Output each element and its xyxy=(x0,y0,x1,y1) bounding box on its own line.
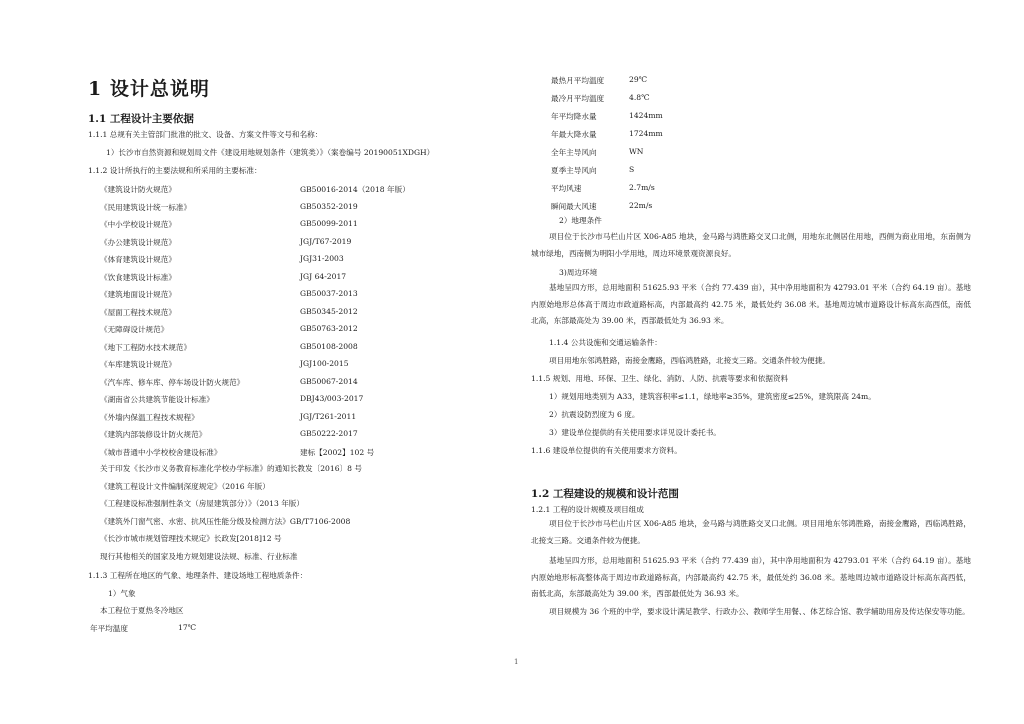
standard-name: 《建筑设计防火规范》 xyxy=(100,185,176,194)
standard-code: JGJ/T261-2011 xyxy=(300,411,357,421)
item-1-1-4: 1.1.4 公共设施和交通运输条件： xyxy=(549,338,662,347)
standard-name: 《无障碍设计规范》 xyxy=(100,325,169,334)
climate-key: 年平均降水量 xyxy=(551,112,597,121)
standard-name: 《城市普通中小学校校舍建设标准》 xyxy=(100,447,222,457)
climate-zone: 本工程位于夏热冬冷地区 xyxy=(100,606,184,615)
geo-label: 2）地理条件 xyxy=(559,216,602,225)
standard-code: JGJ/T67-2019 xyxy=(300,236,352,246)
standard-code: GB50108-2008 xyxy=(300,341,358,351)
standard-row xyxy=(100,307,503,319)
standard-code: DBJ43/003-2017 xyxy=(300,394,364,403)
standard-name: 《体育建筑设计规范》 xyxy=(100,255,176,264)
climate-value: 1724mm xyxy=(629,129,663,138)
standard-row xyxy=(100,359,503,371)
standard-name: 《屋面工程技术规范》 xyxy=(100,307,176,317)
weather-label: 1）气象 xyxy=(108,589,136,598)
standard-name: 《湖南省公共建筑节能设计标准》 xyxy=(100,395,214,404)
climate-key: 全年主导风向 xyxy=(551,148,597,157)
standard-row xyxy=(100,254,503,266)
climate-row xyxy=(541,147,741,159)
climate-row xyxy=(541,111,741,123)
standard-name: 《建筑地面设计规范》 xyxy=(100,290,176,299)
section-heading-1-2: 1.2 工程建设的规模和设计范围 xyxy=(531,488,679,500)
standard-code: GB50763-2012 xyxy=(300,324,358,333)
standard-code: GB50352-2019 xyxy=(300,201,358,211)
standard-code: GB50099-2011 xyxy=(300,219,358,228)
standard-name: 《办公建筑设计规范》 xyxy=(100,237,176,247)
climate-row xyxy=(541,183,741,195)
climate-key: 最热月平均温度 xyxy=(551,76,605,85)
item-1-1-4-text: 项目用地东邻鸿胜路，南接金鹰路，西临鸿胜路，北接支三路。交通条件较为便捷。 xyxy=(549,356,830,365)
extra-basis-line: 《工程建设标准强制性条文（房屋建筑部分）》（2013 年版） xyxy=(100,499,304,508)
chapter-title: 1 设计总说明 xyxy=(88,78,210,100)
standard-row xyxy=(100,412,503,424)
climate-value: 1424mm xyxy=(629,111,663,120)
climate-key: 年最大降水量 xyxy=(551,130,597,139)
climate-row xyxy=(541,93,741,105)
standard-row xyxy=(100,377,503,389)
climate-row xyxy=(90,623,290,635)
standard-row xyxy=(100,202,503,214)
climate-value: 4.8℃ xyxy=(629,93,650,102)
item-1-1-5-3: 3）建设单位提供的有关使用要求详见设计委托书。 xyxy=(549,428,721,437)
standard-name: 《饮食建筑设计标准》 xyxy=(100,272,176,282)
standard-code: JGJ100-2015 xyxy=(300,359,349,368)
standard-row xyxy=(100,342,503,354)
standard-row xyxy=(100,219,503,231)
standard-name: 《外墙内保温工程技术规程》 xyxy=(100,412,199,422)
env-label: 3)周边环境 xyxy=(559,268,598,277)
climate-value: 29℃ xyxy=(629,75,648,84)
climate-row xyxy=(541,165,741,177)
standard-row xyxy=(100,429,503,441)
scale-paragraph-1: 项目位于长沙市马栏山片区 X06-A85 地块，金马路与鸿胜路交叉口北侧。项目用地东邻鸿胜路，南接金鹰路，西临鸿胜路，北接支三路。交通条件较为便捷。 xyxy=(531,519,971,545)
env-paragraph: 基地呈四方形，总用地面积 51625.93 平米（合约 77.439 亩），其中净用地面积为 42793.01 平米（合约 64.19 亩）。基地内原始地形总体高于周边市政道路标高，内部最高约 42.75 米，最低处约 36.08 米。基地周边城市道路设计标高东高西低，南低北高，东部最高处为 39.00 米，西部最低处为 36.93 米。 xyxy=(531,283,971,325)
standard-code: JGJ 64-2017 xyxy=(300,271,347,281)
climate-key: 最冷月平均温度 xyxy=(551,94,605,103)
standard-code: JGJ31-2003 xyxy=(300,254,344,263)
extra-basis-line: 现行其他相关的国家及地方规划建设法规、标准、行业标准 xyxy=(100,551,298,561)
standard-name: 《地下工程防水技术规范》 xyxy=(100,342,192,352)
item-1-2-1: 1.2.1 工程的设计规模及项目组成 xyxy=(531,505,644,514)
standard-row xyxy=(100,394,503,406)
climate-row xyxy=(541,201,741,213)
climate-value: 22m/s xyxy=(629,201,653,210)
climate-key: 瞬间最大风速 xyxy=(551,202,597,211)
climate-row xyxy=(541,75,741,87)
page-number: 1 xyxy=(514,658,519,666)
extra-basis-line: 关于印发《长沙市义务教育标准化学校办学标准》的通知长教发〔2016〕8 号 xyxy=(100,464,362,473)
standard-row xyxy=(100,272,503,284)
scale-paragraph-3: 项目规模为 36 个班的中学，要求设计满足教学、行政办公、教师学生用餐、、体艺综合馆、教学辅助用房及传达保安等功能。 xyxy=(549,607,970,616)
standard-code: GB50037-2013 xyxy=(300,289,358,298)
scale-paragraph-2: 基地呈四方形，总用地面积 51625.93 平米（合约 77.439 亩），其中净用地面积为 42793.01 平米（合约 64.19 亩）。基地内原始地形标高整体高于周边市政道路标高，内部最高约 42.75 米，最低处约 36.08 米。基地周边城市道路设计标高东高西低，南低北高，东部最高处为 39.00 米，西部最低处为 36.93 米。 xyxy=(531,556,971,598)
section-heading-1-1: 1.1 工程设计主要依据 xyxy=(88,113,194,125)
item-1-1-2: 1.1.2 设计所执行的主要法规和所采用的主要标准： xyxy=(88,166,262,175)
extra-basis-line: 《建筑工程设计文件编制深度规定》（2016 年版） xyxy=(100,481,270,491)
item-1-1-5-1: 1）规划用地类别为 A33，建筑容积率≤1.1，绿地率≥35%，建筑密度≤25%，建筑限高 24m。 xyxy=(549,392,876,401)
standard-name: 《中小学校设计规范》 xyxy=(100,220,176,229)
climate-value: WN xyxy=(629,147,644,156)
standard-code: GB50222-2017 xyxy=(300,429,358,438)
item-1-1-5-2: 2）抗震设防烈度为 6 度。 xyxy=(549,410,640,419)
standard-row xyxy=(100,237,503,249)
standard-row xyxy=(100,447,503,459)
standard-row xyxy=(100,184,503,196)
climate-value: 2.7m/s xyxy=(629,183,655,192)
standard-code: GB50345-2012 xyxy=(300,306,358,316)
climate-value: S xyxy=(629,165,635,174)
standard-name: 《建筑内部装修设计防火规范》 xyxy=(100,430,207,439)
climate-key: 年平均温度 xyxy=(90,624,128,633)
standard-name: 《民用建筑设计统一标准》 xyxy=(100,202,192,212)
extra-basis-line: 《长沙市城市规划管理技术规定》长政发[2018]12 号 xyxy=(100,534,282,543)
standard-row xyxy=(100,289,503,301)
extra-basis-line: 《建筑外门窗气密、水密、抗风压性能分级及检测方法》GB/T7106-2008 xyxy=(100,516,351,526)
climate-key: 夏季主导风向 xyxy=(551,166,597,175)
item-1-1-1-sub: 1）长沙市自然资源和规划局文件《建设用地规划条件（建筑类）》（案卷编号 20190051XDGH） xyxy=(106,148,435,157)
standard-name: 《车库建筑设计规范》 xyxy=(100,360,176,369)
item-1-1-5: 1.1.5 规划、用地、环保、卫生、绿化、消防、人防、抗震等要求和依据资料 xyxy=(531,374,789,383)
climate-row xyxy=(541,129,741,141)
standard-code: GB50016-2014（2018 年版） xyxy=(300,185,410,194)
geo-paragraph: 项目位于长沙市马栏山片区 X06-A85 地块，金马路与鸿胜路交叉口北侧，用地东北侧居住用地，西侧为商业用地，东南侧为城市绿地，西南侧为明阳小学用地，周边环境景观资源良好。 xyxy=(531,232,971,258)
item-1-1-6: 1.1.6 建设单位提供的有关使用要求方资料。 xyxy=(531,446,682,455)
standard-code: GB50067-2014 xyxy=(300,376,358,386)
standard-code: 建标【2002】102 号 xyxy=(300,447,375,457)
item-1-1-3: 1.1.3 工程所在地区的气象、地理条件、建设场地工程地质条件： xyxy=(88,571,308,580)
standard-name: 《汽车库、修车库、停车场设计防火规范》 xyxy=(100,377,245,387)
climate-key: 平均风速 xyxy=(551,184,582,193)
item-1-1-1: 1.1.1 总规有关主管部门批准的批文、设备、方案文件等文号和名称： xyxy=(88,130,323,139)
climate-value: 17℃ xyxy=(178,623,197,632)
standard-row xyxy=(100,324,503,336)
